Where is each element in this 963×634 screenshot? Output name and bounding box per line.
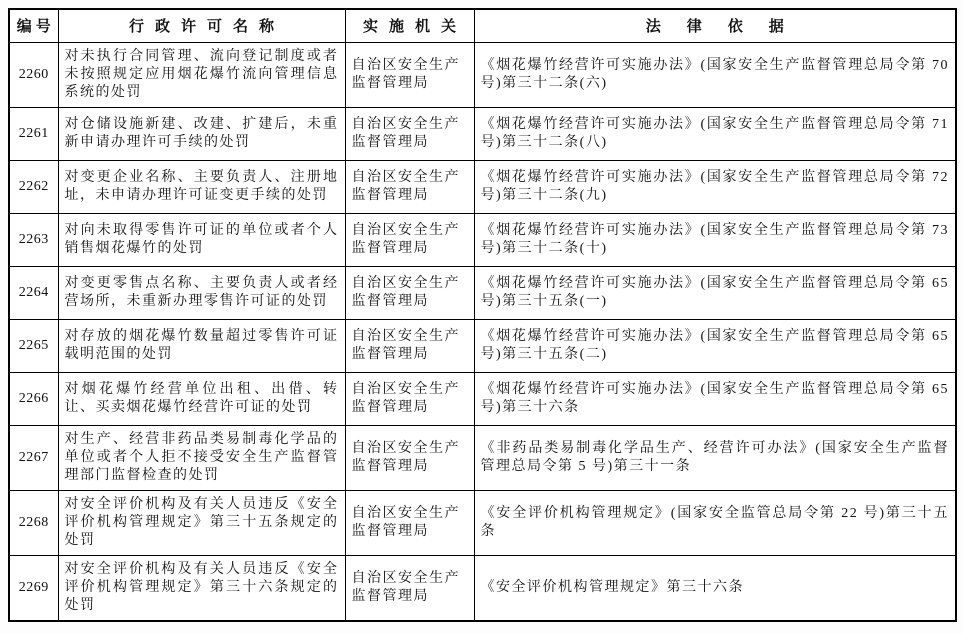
table-row — [9, 490, 956, 555]
cell-name: 对变更零售点名称、主要负责人或者经营场所，未重新办理零售许可证的处罚 — [58, 266, 345, 319]
cell-id: 2264 — [9, 266, 58, 319]
cell-agency: 自治区安全生产监督管理局 — [345, 266, 474, 319]
cell-basis: 《烟花爆竹经营许可实施办法》(国家安全生产监督管理总局令第 71 号)第三十二条(八) — [474, 107, 956, 160]
cell-basis: 《安全评价机构管理规定》第三十六条 — [474, 555, 956, 621]
cell-agency: 自治区安全生产监督管理局 — [345, 372, 474, 425]
cell-name: 对未执行合同管理、流向登记制度或者未按照规定应用烟花爆竹流向管理信息系统的处罚 — [58, 42, 345, 107]
header-row — [9, 9, 956, 42]
table-row — [9, 160, 956, 213]
cell-agency: 自治区安全生产监督管理局 — [345, 490, 474, 555]
cell-name: 对向未取得零售许可证的单位或者个人销售烟花爆竹的处罚 — [58, 213, 345, 266]
table-row — [9, 425, 956, 490]
cell-id: 2268 — [9, 490, 58, 555]
table-header — [9, 9, 956, 42]
header-cell-id: 编号 — [9, 9, 58, 42]
cell-basis: 《安全评价机构管理规定》(国家安全监管总局令第 22 号)第三十五条 — [474, 490, 956, 555]
cell-id: 2269 — [9, 555, 58, 621]
table-body — [9, 42, 956, 621]
cell-id: 2266 — [9, 372, 58, 425]
cell-name: 对烟花爆竹经营单位出租、出借、转让、买卖烟花爆竹经营许可证的处罚 — [58, 372, 345, 425]
cell-id: 2261 — [9, 107, 58, 160]
table-row — [9, 319, 956, 372]
cell-agency: 自治区安全生产监督管理局 — [345, 319, 474, 372]
table-row — [9, 555, 956, 621]
cell-agency: 自治区安全生产监督管理局 — [345, 213, 474, 266]
table-row — [9, 213, 956, 266]
cell-name: 对安全评价机构及有关人员违反《安全评价机构管理规定》第三十六条规定的处罚 — [58, 555, 345, 621]
table-row — [9, 372, 956, 425]
cell-name: 对变更企业名称、主要负责人、注册地址，未申请办理许可证变更手续的处罚 — [58, 160, 345, 213]
cell-agency: 自治区安全生产监督管理局 — [345, 160, 474, 213]
cell-id: 2260 — [9, 42, 58, 107]
cell-name: 对存放的烟花爆竹数量超过零售许可证载明范围的处罚 — [58, 319, 345, 372]
cell-agency: 自治区安全生产监督管理局 — [345, 555, 474, 621]
cell-id: 2263 — [9, 213, 58, 266]
cell-name: 对生产、经营非药品类易制毒化学品的单位或者个人拒不接受安全生产监督管理部门监督检查的处罚 — [58, 425, 345, 490]
table-row — [9, 266, 956, 319]
cell-id: 2262 — [9, 160, 58, 213]
cell-id: 2265 — [9, 319, 58, 372]
cell-agency: 自治区安全生产监督管理局 — [345, 107, 474, 160]
cell-agency: 自治区安全生产监督管理局 — [345, 42, 474, 107]
cell-basis: 《烟花爆竹经营许可实施办法》(国家安全生产监督管理总局令第 65 号)第三十五条(一) — [474, 266, 956, 319]
cell-name: 对仓储设施新建、改建、扩建后，未重新申请办理许可手续的处罚 — [58, 107, 345, 160]
header-cell-agency: 实施机关 — [345, 9, 474, 42]
cell-basis: 《烟花爆竹经营许可实施办法》(国家安全生产监督管理总局令第 65 号)第三十六条 — [474, 372, 956, 425]
admin-permits-table — [8, 8, 957, 622]
cell-name: 对安全评价机构及有关人员违反《安全评价机构管理规定》第三十五条规定的处罚 — [58, 490, 345, 555]
cell-basis: 《烟花爆竹经营许可实施办法》(国家安全生产监督管理总局令第 70 号)第三十二条(六) — [474, 42, 956, 107]
header-cell-name: 行政许可名称 — [58, 9, 345, 42]
table-row — [9, 42, 956, 107]
cell-basis: 《烟花爆竹经营许可实施办法》(国家安全生产监督管理总局令第 72 号)第三十二条(九) — [474, 160, 956, 213]
cell-basis: 《烟花爆竹经营许可实施办法》(国家安全生产监督管理总局令第 73 号)第三十二条(十) — [474, 213, 956, 266]
cell-id: 2267 — [9, 425, 58, 490]
header-cell-basis: 法律依据 — [474, 9, 956, 42]
table-row — [9, 107, 956, 160]
cell-agency: 自治区安全生产监督管理局 — [345, 425, 474, 490]
cell-basis: 《非药品类易制毒化学品生产、经营许可办法》(国家安全生产监督管理总局令第 5 号)第三十一条 — [474, 425, 956, 490]
cell-basis: 《烟花爆竹经营许可实施办法》(国家安全生产监督管理总局令第 65 号)第三十五条(二) — [474, 319, 956, 372]
